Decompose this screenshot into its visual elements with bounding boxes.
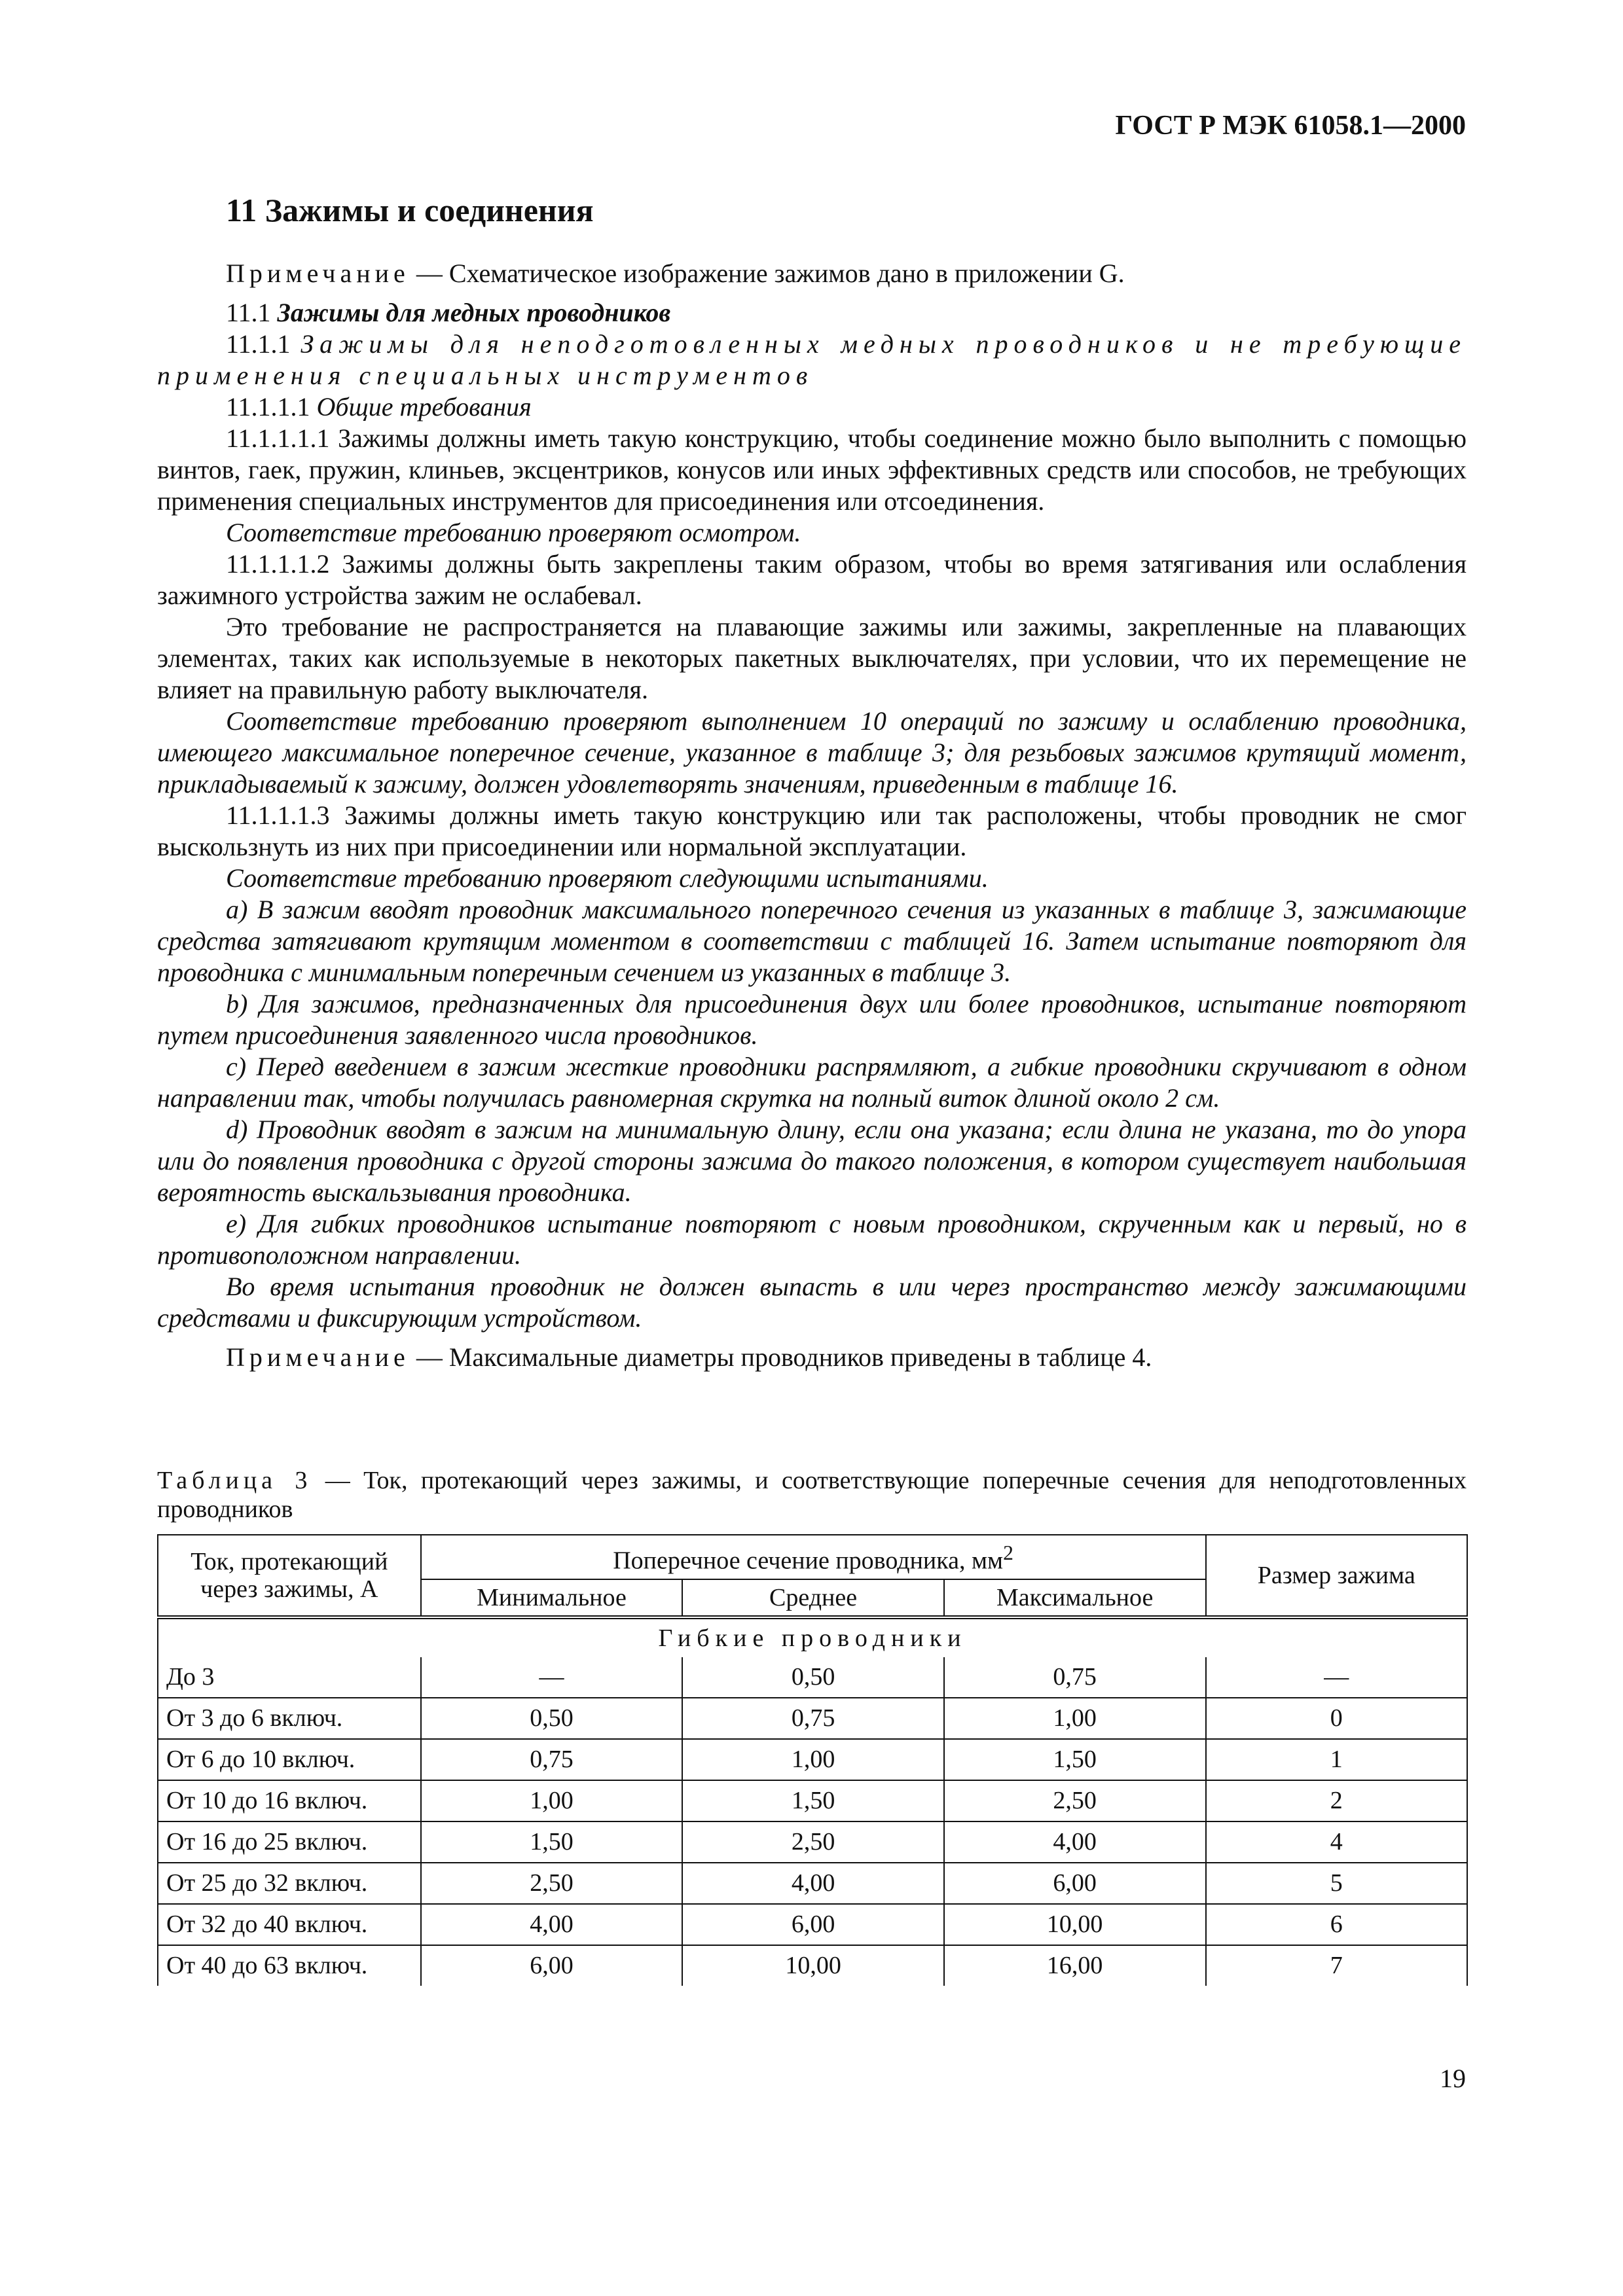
cell-size: 4 xyxy=(1206,1821,1467,1863)
cell-current: До 3 xyxy=(158,1657,421,1698)
cell-mid: 10,00 xyxy=(682,1945,943,1986)
cell-max: 6,00 xyxy=(944,1863,1206,1904)
list-item: b) Для зажимов, предназначенных для присоединения двух или более проводников, испытание повторяют путем присоединения заявленного числа проводников. xyxy=(157,989,1467,1050)
cell-min: 2,50 xyxy=(421,1863,683,1904)
check-visual: Соответствие требованию проверяют осмотром. xyxy=(226,518,801,547)
list-item: d) Проводник вводят в зажим на минимальную длину, если она указана; если длина не указана, то до упора или до появления проводника с другой стороны зажима до такого положения, в котором существует наибольшая вероятность выскальзывания проводника. xyxy=(157,1115,1467,1207)
cell-size: 6 xyxy=(1206,1904,1467,1945)
clause-title: Зажимы для медных проводников xyxy=(277,298,671,327)
paragraph-11-1-1-1-3: 11.1.1.1.3 Зажимы должны иметь такую конструкцию или так расположены, чтобы проводник не смог выскользнуть из них при присоединении или нормальной эксплуатации. xyxy=(157,800,1467,861)
cell-max: 4,00 xyxy=(944,1821,1206,1863)
table-row xyxy=(158,1657,1467,1698)
note-text: — Максимальные диаметры проводников приведены в таблице 4. xyxy=(409,1342,1152,1372)
cell-min: 0,50 xyxy=(421,1698,683,1739)
table-caption-text: — Ток, протекающий через зажимы, и соответствующие поперечные сечения для неподготовленных проводников xyxy=(157,1467,1467,1523)
table-row xyxy=(158,1821,1467,1863)
table-row xyxy=(158,1904,1467,1945)
cell-mid: 6,00 xyxy=(682,1904,943,1945)
cell-current: От 25 до 32 включ. xyxy=(158,1863,421,1904)
header-max: Максимальное xyxy=(944,1579,1206,1617)
cell-current: От 10 до 16 включ. xyxy=(158,1780,421,1821)
table-row xyxy=(158,1945,1467,1986)
table-row xyxy=(158,1698,1467,1739)
cell-size: 0 xyxy=(1206,1698,1467,1739)
note-label: Примечание xyxy=(226,1342,410,1372)
header-current: Ток, протекающий через зажимы, А xyxy=(158,1535,421,1617)
paragraph-floating-terminals: Это требование не распространяется на плавающие зажимы или зажимы, закрепленные на плавающих элементах, таких как используемые в некоторых пакетных выключателях, при условии, что их перемещение не влияет на правильную работу выключателя. xyxy=(157,612,1467,704)
table-section-flexible: Гибкие проводники xyxy=(158,1617,1467,1657)
cell-mid: 1,00 xyxy=(682,1739,943,1780)
cell-mid: 2,50 xyxy=(682,1821,943,1863)
list-item: a) В зажим вводят проводник максимального поперечного сечения из указанных в таблице 3, зажимающие средства затягивают крутящим моментом в соответствии с таблицей 16. Затем испытание повторяют для проводника с минимальным поперечным сечением из указанных в таблице 3. xyxy=(157,895,1467,987)
cell-current: От 16 до 25 включ. xyxy=(158,1821,421,1863)
cell-size: — xyxy=(1206,1657,1467,1698)
cell-max: 2,50 xyxy=(944,1780,1206,1821)
cell-current: От 40 до 63 включ. xyxy=(158,1945,421,1986)
clause-number: 11.1 xyxy=(226,298,278,327)
table-row xyxy=(158,1780,1467,1821)
header-cross-section-text: Поперечное сечение проводника, мм xyxy=(613,1547,1004,1575)
note-max-diameters xyxy=(157,1342,1467,1373)
cell-min: 6,00 xyxy=(421,1945,683,1986)
document-code: ГОСТ Р МЭК 61058.1—2000 xyxy=(1115,111,1466,141)
cell-mid: 4,00 xyxy=(682,1863,943,1904)
clause-11-1 xyxy=(157,297,1467,329)
table-row xyxy=(158,1739,1467,1780)
section-title: 11 Зажимы и соединения xyxy=(226,192,594,228)
header-min: Минимальное xyxy=(421,1579,683,1617)
note-schematic xyxy=(157,258,1467,289)
clause-11-1-1 xyxy=(157,329,1467,391)
cell-current: От 6 до 10 включ. xyxy=(158,1739,421,1780)
list-item: e) Для гибких проводников испытание повторяют с новым проводником, скрученным как и первый, но в противоположном направлении. xyxy=(157,1209,1467,1270)
cell-min: 1,50 xyxy=(421,1821,683,1863)
cell-max: 0,75 xyxy=(944,1657,1206,1698)
cell-mid: 0,50 xyxy=(682,1657,943,1698)
paragraph-11-1-1-1-1: 11.1.1.1.1 Зажимы должны иметь такую конструкцию, чтобы соединение можно было выполнить с помощью винтов, гаек, пружин, клиньев, эксцентриков, конусов или иных эффективных средств или способов, не требующих применения специальных инструментов для присоединения или отсоединения. xyxy=(157,423,1467,516)
paragraph-conductor-not-slip: Во время испытания проводник не должен выпасть в или через пространство между зажимающими средствами и фиксирующим устройством. xyxy=(157,1272,1467,1333)
header-terminal-size: Размер зажима xyxy=(1206,1535,1467,1617)
cell-size: 5 xyxy=(1206,1863,1467,1904)
header-mid: Среднее xyxy=(682,1579,943,1617)
clause-title: Зажимы для неподготовленных медных проводников и не требующие применения специальных инструментов xyxy=(157,329,1467,390)
header-cross-section-sup: 2 xyxy=(1003,1541,1013,1564)
cell-min: 4,00 xyxy=(421,1904,683,1945)
cell-min: 1,00 xyxy=(421,1780,683,1821)
page-number: 19 xyxy=(1440,2064,1466,2093)
cell-max: 10,00 xyxy=(944,1904,1206,1945)
note-label: Примечание xyxy=(226,259,410,288)
cell-min: — xyxy=(421,1657,683,1698)
check-tests: Соответствие требованию проверяют следующими испытаниями. xyxy=(226,863,989,893)
table-caption xyxy=(157,1466,1467,1524)
cell-max: 16,00 xyxy=(944,1945,1206,1986)
cell-max: 1,00 xyxy=(944,1698,1206,1739)
clause-number: 11.1.1 xyxy=(226,329,301,359)
table-3 xyxy=(157,1534,1468,1986)
cell-max: 1,50 xyxy=(944,1739,1206,1780)
cell-mid: 0,75 xyxy=(682,1698,943,1739)
table-caption-label: Таблица 3 xyxy=(157,1467,312,1494)
cell-current: От 32 до 40 включ. xyxy=(158,1904,421,1945)
document-body xyxy=(157,257,1467,1373)
clause-title: Общие требования xyxy=(316,392,532,422)
clause-11-1-1-1 xyxy=(157,391,1467,423)
table-row xyxy=(158,1863,1467,1904)
header-cross-section xyxy=(421,1535,1206,1579)
cell-min: 0,75 xyxy=(421,1739,683,1780)
cell-current: От 3 до 6 включ. xyxy=(158,1698,421,1739)
clause-number: 11.1.1.1 xyxy=(226,392,317,422)
paragraph-11-1-1-1-2: 11.1.1.1.2 Зажимы должны быть закреплены таким образом, чтобы во время затягивания или ослабления зажимного устройства зажим не ослабевал. xyxy=(157,549,1467,610)
cell-size: 2 xyxy=(1206,1780,1467,1821)
list-item: c) Перед введением в зажим жесткие проводники распрямляют, а гибкие проводники скручивают в одном направлении так, чтобы получилась равномерная скрутка на полный виток длиной около 2 см. xyxy=(157,1052,1467,1113)
cell-mid: 1,50 xyxy=(682,1780,943,1821)
cell-size: 7 xyxy=(1206,1945,1467,1986)
check-10-operations: Соответствие требованию проверяют выполнением 10 операций по зажиму и ослаблению проводника, имеющего максимальное поперечное сечение, указанное в таблице 3; для резьбовых зажимов крутящий момент, прикладываемый к зажиму, должен удовлетворять значениям, приведенным в таблице 16. xyxy=(157,706,1467,798)
note-text: — Схематическое изображение зажимов дано в приложении G. xyxy=(409,259,1125,288)
cell-size: 1 xyxy=(1206,1739,1467,1780)
